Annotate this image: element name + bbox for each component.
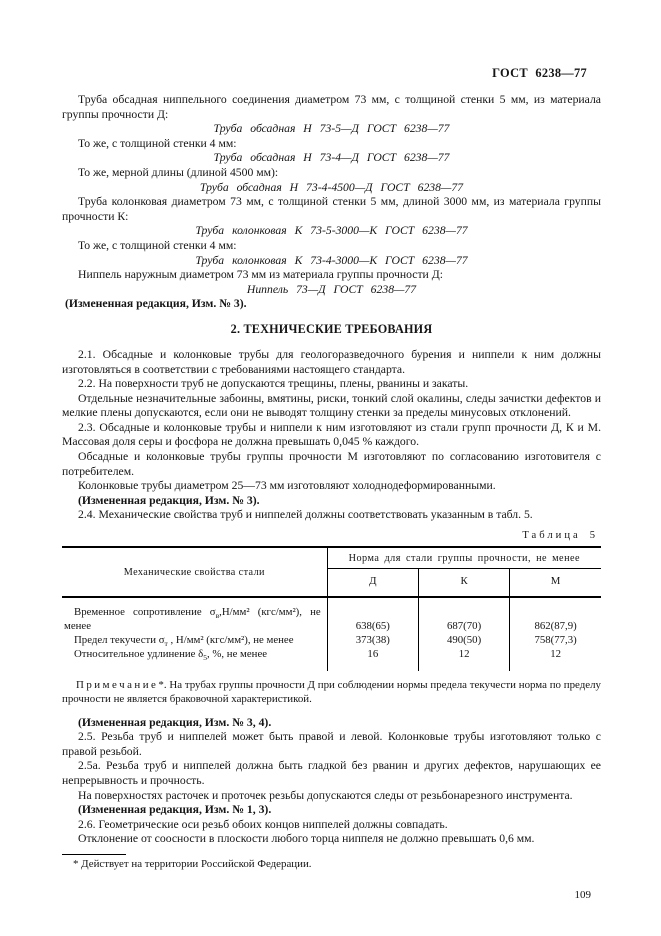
paragraph-2-6: 2.6. Геометрические оси резьб обоих концов ниппелей должны совпадать. — [78, 817, 448, 831]
paragraph-casing-73-5: Труба обсадная ниппельного соединения диаметром 73 мм, с толщиной стенки 5 мм, из материала группы прочности Д: — [62, 93, 601, 121]
amendment-note-intro: (Измененная редакция, Изм. № 3). — [65, 297, 247, 311]
paragraph-same-wall-4-core: То же, с толщиной стенки 4 мм: — [78, 238, 237, 252]
column-header-m: М — [510, 569, 601, 598]
table-note — [62, 679, 601, 707]
cell-yield-m: 758(77,3) — [534, 634, 577, 647]
page-number: 109 — [574, 888, 591, 901]
column-header-properties: Механические свойства стали — [62, 547, 327, 597]
column-header-k: К — [418, 569, 509, 598]
designation-core-73-4-3000: Труба колонковая К 73-4-3000—К ГОСТ 6238—77 — [195, 253, 468, 267]
paragraph-cold-formed: Колонковые трубы диаметром 25—73 мм изготовляют холоднодеформированными. — [78, 479, 496, 493]
row-label-tensile-strength: Временное сопротивление $\sigma_в,Н$/мм² (кгс/мм²), не менее — [62, 597, 327, 633]
paragraph-2-5a: 2.5а. Резьба труб и ниппелей должна быть гладкой без рванин и других дефектов, нарушающих ее непрерывность и прочность. — [62, 759, 601, 787]
cell-yield-d: 373(38) — [327, 633, 418, 647]
cell-elongation-m: 12 — [550, 648, 561, 661]
designation-core-73-5-3000: Труба колонковая К 73-5-3000—К ГОСТ 6238—77 — [195, 224, 468, 238]
footnote-text: * Действует на территории Российской Федерации. — [73, 857, 312, 870]
table-row-yield-strength — [62, 633, 601, 647]
designation-nipple-73: Ниппель 73—Д ГОСТ 6238—77 — [246, 282, 417, 296]
section-title: 2. ТЕХНИЧЕСКИЕ ТРЕБОВАНИЯ — [230, 321, 433, 336]
cell-tensile-d: 638(65) — [327, 597, 418, 633]
table-header-row-1 — [62, 547, 601, 569]
paragraph-2-2: 2.2. На поверхности труб не допускаются трещины, плены, рванины и закаты. — [78, 377, 469, 391]
table-note-label: Примечание — [76, 679, 159, 692]
amendment-note-section: (Измененная редакция, Изм. № 3). — [78, 493, 260, 507]
cell-tensile-k: 687(70) — [418, 597, 509, 633]
paragraph-thread-marks: На поверхностях расточек и проточек резьбы допускаются следы от резьбонарезного инструмента. — [78, 788, 573, 802]
paragraph-2-1: 2.1. Обсадные и колонковые трубы для геологоразведочного бурения и ниппели к ним должны изготовляться в соответствии с требованиями настоящего стандарта. — [62, 347, 601, 376]
row-label-elongation: Относительное удлинение $\delta_5$, %, не менее — [62, 647, 327, 671]
table-caption-word: Таблица — [522, 530, 581, 542]
table-note-text: На трубах группы прочности Д при соблюдении нормы предела текучести норма по пределу прочности не является браковочной характеристикой. — [62, 679, 601, 705]
paragraph-core-73-5: Труба колонковая диаметром 73 мм, с толщиной стенки 5 мм, длиной 3000 мм, из материала группы прочности К: — [62, 195, 601, 223]
paragraph-measured-length: То же, мерной длины (длиной 4500 мм): — [78, 165, 279, 179]
table-caption-number: 5 — [589, 530, 595, 542]
footnote-divider — [62, 854, 126, 855]
column-group-header: Норма для стали группы прочности, не менее — [327, 547, 601, 569]
paragraph-2-3: 2.3. Обсадные и колонковые трубы и ниппели к ним изготовляют из стали групп прочности Д, К и М. Массовая доля серы и фосфора не должна превышать 0,045 % каждого. — [62, 420, 601, 449]
designation-casing-73-4-4500: Труба обсадная Н 73-4-4500—Д ГОСТ 6238—77 — [199, 180, 464, 194]
designation-casing-73-4: Труба обсадная Н 73-4—Д ГОСТ 6238—77 — [213, 151, 450, 165]
paragraph-nipple: Ниппель наружным диаметром 73 мм из материала группы прочности Д: — [78, 268, 443, 282]
table-row-elongation — [62, 647, 601, 671]
row-label-yield-strength: Предел текучести $\sigma_т$ , Н/мм² (кгс/мм²), не менее — [62, 633, 327, 647]
table-row-tensile-strength — [62, 597, 601, 633]
cell-elongation-d: 16 — [327, 647, 418, 671]
paragraph-coaxiality: Отклонение от соосности в плоскости любого торца ниппеля не должно превышать 0,6 мм. — [78, 832, 535, 846]
table-caption — [62, 530, 595, 541]
mechanical-properties-table — [62, 546, 601, 671]
cell-tensile-m: 862(87,9) — [534, 620, 577, 633]
cell-yield-k: 490(50) — [418, 633, 509, 647]
amendment-note-thread: (Измененная редакция, Изм. № 1, 3). — [78, 803, 272, 817]
table-note-star: *. — [158, 679, 167, 692]
document-code: ГОСТ 6238—77 — [492, 66, 587, 80]
paragraph-2-5: 2.5. Резьба труб и ниппелей может быть правой и левой. Колонковые трубы изготовляют только с правой резьбой. — [62, 730, 601, 758]
column-header-d: Д — [327, 569, 418, 598]
paragraph-group-m: Обсадные и колонковые трубы группы прочности М изготовляют по согласованию изготовителя с потребителем. — [62, 450, 601, 478]
paragraph-same-wall-4: То же, с толщиной стенки 4 мм: — [78, 136, 237, 150]
paragraph-2-4: 2.4. Механические свойства труб и ниппелей должны соответствовать указанным в табл. 5. — [78, 508, 533, 522]
cell-elongation-k: 12 — [418, 647, 509, 671]
amendment-note-after-table: (Измененная редакция, Изм. № 3, 4). — [78, 715, 272, 729]
paragraph-defects: Отдельные незначительные забоины, вмятины, риски, тонкий слой окалины, следы зачистки дефектов и мелкие плены допускаются, если они не выводят толщину стенки за пределы минусовых отклонений. — [62, 391, 601, 420]
designation-casing-73-5: Труба обсадная Н 73-5—Д ГОСТ 6238—77 — [213, 122, 450, 136]
